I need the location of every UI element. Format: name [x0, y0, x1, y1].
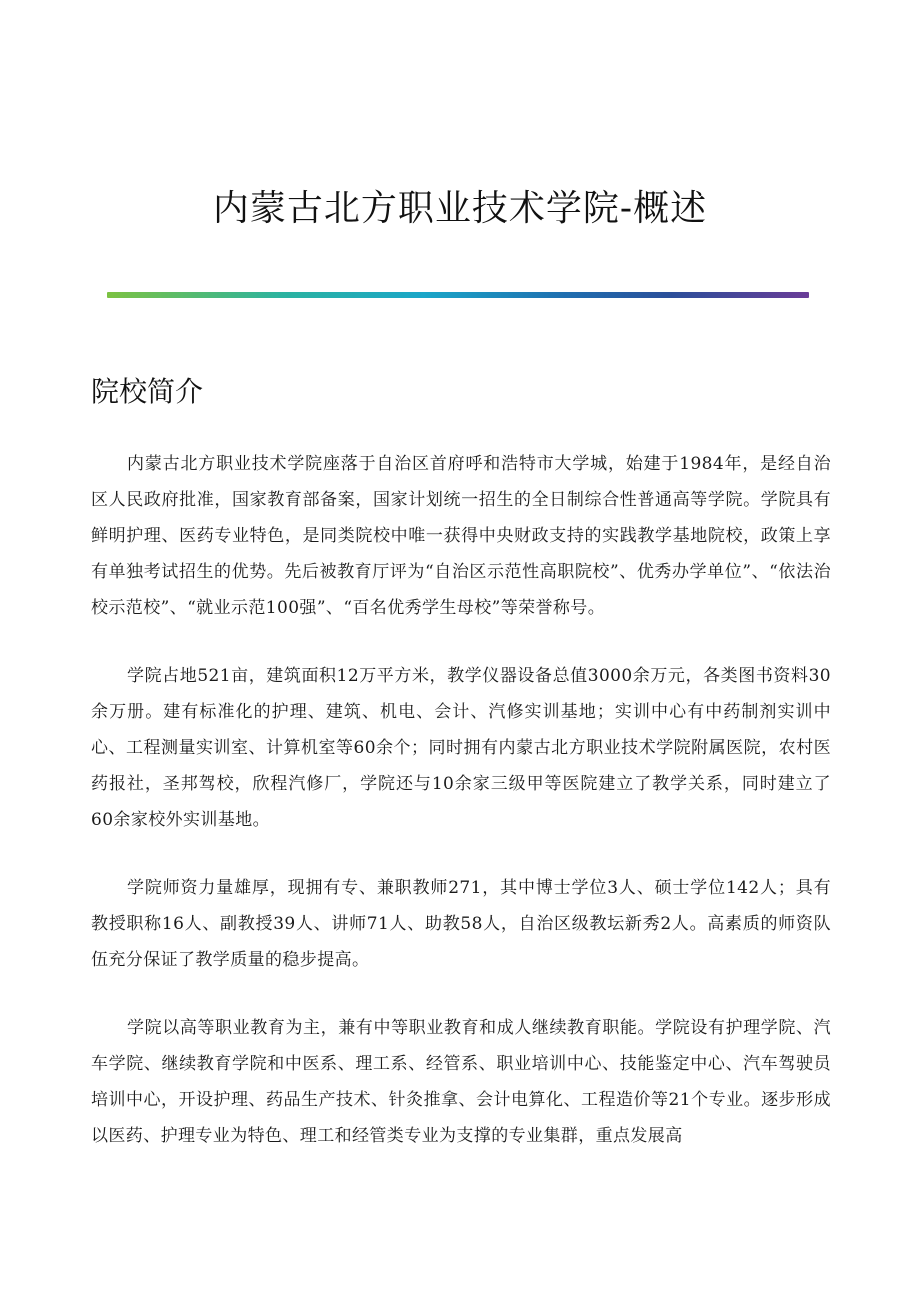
- paragraph: 内蒙古北方职业技术学院座落于自治区首府呼和浩特市大学城，始建于1984年，是经自治区人民政府批准，国家教育部备案，国家计划统一招生的全日制综合性普通高等学院。学院具有鲜明护理、医药专业特色，是同类院校中唯一获得中央财政支持的实践教学基地院校，政策上享有单独考试招生的优势。先后被教育厅评为“自治区示范性高职院校”、优秀办学单位”、“依法治校示范校”、“就业示范100强”、“百名优秀学生母校”等荣誉称号。: [91, 454, 831, 618]
- section-heading: 院校简介: [91, 375, 204, 408]
- title-divider: [107, 292, 809, 298]
- paragraph: 学院以高等职业教育为主，兼有中等职业教育和成人继续教育职能。学院设有护理学院、汽车学院、继续教育学院和中医系、理工系、经管系、职业培训中心、技能鉴定中心、汽车驾驶员培训中心，开设护理、药品生产技术、针灸推拿、会计电算化、工程造价等21个专业。逐步形成以医药、护理专业为特色、理工和经管类专业为支撑的专业集群，重点发展高: [91, 1018, 831, 1146]
- document-title: 内蒙古北方职业技术学院-概述: [212, 188, 708, 229]
- document-body: [91, 446, 831, 1186]
- paragraph: 学院占地521亩，建筑面积12万平方米，教学仪器设备总值3000余万元，各类图书资料30余万册。建有标准化的护理、建筑、机电、会计、汽修实训基地；实训中心有中药制剂实训中心、工程测量实训室、计算机室等60余个；同时拥有内蒙古北方职业技术学院附属医院，农村医药报社，圣邦驾校，欣程汽修厂，学院还与10余家三级甲等医院建立了教学关系，同时建立了60余家校外实训基地。: [91, 666, 831, 830]
- paragraph: 学院师资力量雄厚，现拥有专、兼职教师271，其中博士学位3人、硕士学位142人；具有教授职称16人、副教授39人、讲师71人、助教58人，自治区级教坛新秀2人。高素质的师资队伍充分保证了教学质量的稳步提高。: [91, 878, 831, 970]
